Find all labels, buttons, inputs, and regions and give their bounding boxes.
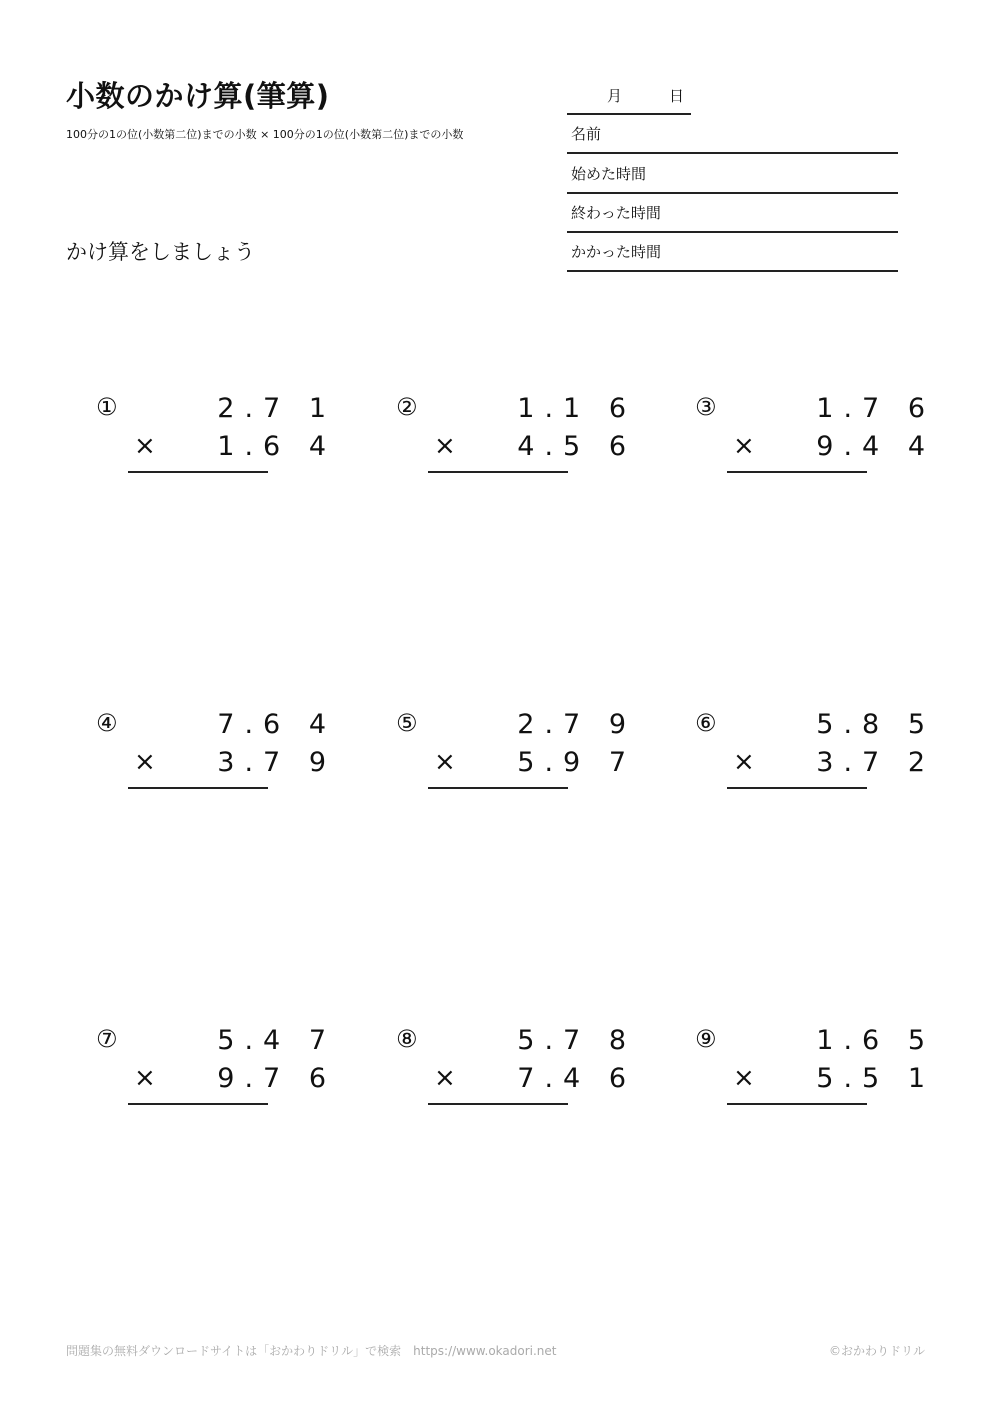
multiplier: 9.7 6 (217, 1063, 336, 1094)
day-label: 日 (669, 87, 685, 105)
answer-line (428, 471, 568, 473)
problem-6 (695, 709, 935, 799)
page-subtitle: 100分の1の位(小数第二位)までの小数 × 100分の1の位(小数第二位)までの小数 (66, 128, 464, 141)
elapsed-time-label: かかった時間 (571, 243, 662, 261)
problem-9 (695, 1025, 935, 1115)
multiplicand: 2.7 9 (517, 709, 636, 740)
multiplicand: 1.6 5 (816, 1025, 935, 1056)
end-time-label: 終わった時間 (571, 204, 661, 222)
footer-copyright: ©おかわりドリル (828, 1344, 925, 1358)
end-time-field[interactable] (567, 193, 898, 233)
answer-line (727, 787, 867, 789)
problem-3 (695, 393, 935, 483)
problem-7 (96, 1025, 336, 1115)
times-sign: × (434, 747, 456, 777)
multiplicand: 7.6 4 (217, 709, 336, 740)
answer-line (727, 471, 867, 473)
problem-2 (396, 393, 636, 483)
multiplicand: 1.1 6 (517, 393, 636, 424)
times-sign: × (733, 1063, 755, 1093)
problem-number: ② (396, 393, 418, 421)
answer-line (128, 471, 268, 473)
instruction-text: かけ算をしましょう (66, 240, 255, 264)
multiplier: 3.7 9 (217, 747, 336, 778)
times-sign: × (434, 431, 456, 461)
problem-8 (396, 1025, 636, 1115)
answer-line (128, 1103, 268, 1105)
multiplier: 5.9 7 (517, 747, 636, 778)
problem-4 (96, 709, 336, 799)
problem-5 (396, 709, 636, 799)
multiplicand: 5.8 5 (816, 709, 935, 740)
multiplicand: 2.7 1 (217, 393, 336, 424)
times-sign: × (134, 431, 156, 461)
problem-number: ③ (695, 393, 717, 421)
start-time-label: 始めた時間 (571, 165, 647, 183)
answer-line (428, 787, 568, 789)
month-label: 月 (607, 87, 623, 105)
multiplier: 1.6 4 (217, 431, 336, 462)
problem-number: ⑥ (695, 709, 717, 737)
multiplier: 9.4 4 (816, 431, 935, 462)
problem-number: ⑤ (396, 709, 418, 737)
problem-number: ① (96, 393, 118, 421)
footer-note: 問題集の無料ダウンロードサイトは「おかわりドリル」で検索 https://www.okadori.net (66, 1344, 557, 1358)
multiplier: 5.5 1 (816, 1063, 935, 1094)
name-label: 名前 (571, 125, 602, 143)
problem-1 (96, 393, 336, 483)
problem-number: ⑧ (396, 1025, 418, 1053)
answer-line (428, 1103, 568, 1105)
answer-line (727, 1103, 867, 1105)
multiplicand: 5.4 7 (217, 1025, 336, 1056)
times-sign: × (134, 1063, 156, 1093)
multiplicand: 5.7 8 (517, 1025, 636, 1056)
multiplier: 4.5 6 (517, 431, 636, 462)
multiplicand: 1.7 6 (816, 393, 935, 424)
times-sign: × (733, 431, 755, 461)
problem-number: ⑦ (96, 1025, 118, 1053)
start-time-field[interactable] (567, 154, 898, 194)
elapsed-time-field[interactable] (567, 232, 898, 272)
times-sign: × (733, 747, 755, 777)
answer-line (128, 787, 268, 789)
page-title: 小数のかけ算(筆算) (66, 79, 330, 113)
date-field[interactable] (567, 83, 691, 115)
problem-number: ④ (96, 709, 118, 737)
multiplier: 7.4 6 (517, 1063, 636, 1094)
problem-number: ⑨ (695, 1025, 717, 1053)
times-sign: × (134, 747, 156, 777)
name-field[interactable] (567, 114, 898, 154)
multiplier: 3.7 2 (816, 747, 935, 778)
times-sign: × (434, 1063, 456, 1093)
